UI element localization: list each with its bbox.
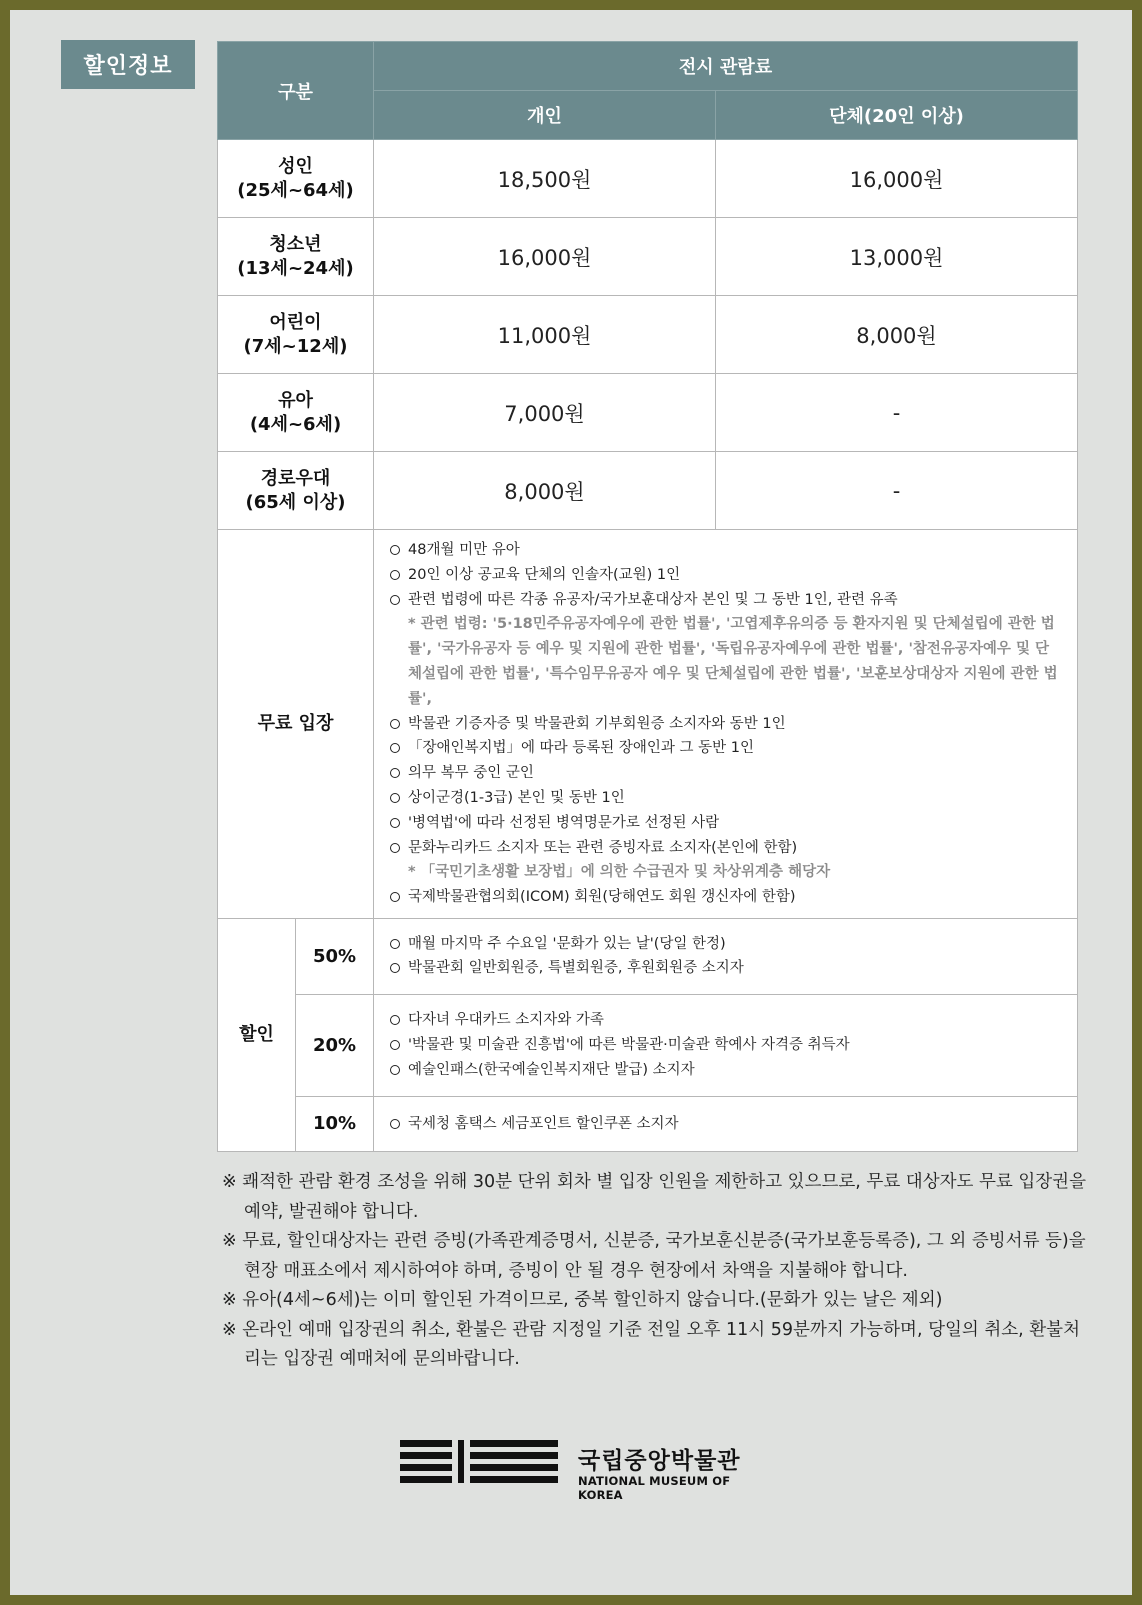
circle-bullet-icon — [390, 595, 400, 605]
list-item — [390, 712, 1063, 737]
row-category — [218, 374, 374, 452]
footnote: ※ 쾌적한 관람 환경 조성을 위해 30분 단위 회차 별 입장 인원을 제한하고 있으므로, 무료 대상자도 무료 입장권을 예약, 발권해야 합니다. — [222, 1172, 1086, 1222]
list-item — [390, 932, 1063, 957]
table-row — [218, 374, 1078, 452]
row-name: 경로우대 — [260, 467, 331, 489]
list-item — [390, 786, 1063, 811]
list-item — [390, 538, 1063, 563]
list-item-text: 의무 복무 중인 군인 — [408, 765, 534, 782]
circle-bullet-icon — [390, 1015, 400, 1025]
price-individual: 7,000원 — [374, 374, 716, 452]
price-group: 8,000원 — [716, 296, 1078, 374]
price-individual: 8,000원 — [374, 452, 716, 530]
footnote: ※ 온라인 예매 입장권의 취소, 환불은 관람 지정일 기준 전일 오후 11시 59분까지 가능하며, 당일의 취소, 환불처리는 입장권 예매처에 문의바랍니다. — [222, 1319, 1080, 1369]
list-item-text: 문화누리카드 소지자 또는 관련 증빙자료 소지자(본인에 한함) — [408, 839, 798, 856]
discount-pct: 50% — [296, 918, 374, 994]
list-item — [390, 811, 1063, 836]
list-item-text: 48개월 미만 유아 — [408, 542, 520, 558]
price-group: 13,000원 — [716, 218, 1078, 296]
row-category — [218, 296, 374, 374]
circle-bullet-icon — [390, 963, 400, 973]
row-name: 어린이 — [269, 311, 322, 333]
list-item-text: 관련 법령에 따른 각종 유공자/국가보훈대상자 본인 및 그 동반 1인, 관련 유족 — [408, 591, 898, 608]
list-item-text: 「장애인복지법」에 따라 등록된 장애인과 그 동반 1인 — [408, 740, 755, 757]
table-row — [218, 218, 1078, 296]
row-age: (7세~12세) — [243, 335, 348, 357]
header-category: 구분 — [218, 42, 374, 140]
list-item — [390, 956, 1063, 981]
discount-row-50 — [218, 918, 1078, 994]
header-fee: 전시 관람료 — [374, 42, 1078, 91]
discount-pct: 20% — [296, 994, 374, 1096]
circle-bullet-icon — [390, 743, 400, 753]
list-item — [390, 1112, 1063, 1137]
row-category — [218, 140, 374, 218]
list-item-text: 20인 이상 공교육 단체의 인솔자(교원) 1인 — [408, 566, 681, 583]
list-item — [390, 588, 1063, 613]
row-name: 청소년 — [269, 233, 322, 255]
discount-list — [374, 994, 1078, 1096]
discount-list — [374, 1096, 1078, 1151]
list-item — [390, 885, 1063, 910]
discount-list — [374, 918, 1078, 994]
row-name: 유아 — [278, 389, 313, 411]
list-item — [390, 736, 1063, 761]
price-group: 16,000원 — [716, 140, 1078, 218]
free-label: 무료 입장 — [218, 530, 374, 919]
law-note: * 관련 법령: '5·18민주유공자예우에 관한 법률', '고엽제후유의증 등 환자지원 및 단체설립에 관한 법률', '국가유공자 등 예우 및 지원에 관한 법률', '독립유공자예우에 관한 법률', '참전유공자예우 및 단체설립에 관한 법률', '특수임무유공자 예우 및 단체설립에 관한 법률', '보훈보상대상자 지원에 관한 법률', — [408, 616, 1058, 707]
list-item — [390, 1033, 1063, 1058]
list-item — [390, 1008, 1063, 1033]
list-item-text: '병역법'에 따라 선정된 병역명문가로 선정된 사람 — [408, 814, 720, 831]
table-row — [218, 140, 1078, 218]
circle-bullet-icon — [390, 843, 400, 853]
free-list — [374, 530, 1078, 919]
list-item — [390, 1058, 1063, 1083]
list-item — [390, 563, 1063, 588]
price-individual: 11,000원 — [374, 296, 716, 374]
footnotes — [222, 1168, 1092, 1375]
circle-bullet-icon — [390, 939, 400, 949]
row-age: (4세~6세) — [249, 413, 342, 435]
footnote: ※ 무료, 할인대상자는 관련 증빙(가족관계증명서, 신분증, 국가보훈신분증(국가보훈등록증), 그 외 증빙서류 등)을 현장 매표소에서 제시하여야 하며, 증빙이 안 될 경우 현장에서 차액을 지불해야 합니다. — [222, 1231, 1086, 1281]
list-item-text: '박물관 및 미술관 진흥법'에 따른 박물관·미술관 학예사 자격증 취득자 — [408, 1037, 850, 1054]
museum-logo-icon — [400, 1440, 560, 1484]
table-row — [218, 452, 1078, 530]
table-row — [218, 296, 1078, 374]
discount-row-10 — [218, 1096, 1078, 1151]
list-item-text: 상이군경(1-3급) 본인 및 동반 1인 — [408, 789, 625, 806]
price-individual: 18,500원 — [374, 140, 716, 218]
discount-label: 할인 — [218, 918, 296, 1151]
discount-row-20 — [218, 994, 1078, 1096]
list-item-text: 국제박물관협의회(ICOM) 회원(당해연도 회원 갱신자에 한함) — [408, 889, 796, 906]
circle-bullet-icon — [390, 545, 400, 555]
circle-bullet-icon — [390, 719, 400, 729]
list-item-text: 박물관회 일반회원증, 특별회원증, 후원회원증 소지자 — [408, 960, 744, 977]
museum-logo — [400, 1440, 760, 1502]
footnote: ※ 유아(4세~6세)는 이미 할인된 가격이므로, 중복 할인하지 않습니다.(문화가 있는 날은 제외) — [222, 1290, 943, 1310]
free-admission-row — [218, 530, 1078, 919]
price-group: - — [716, 374, 1078, 452]
page — [10, 10, 1132, 1595]
circle-bullet-icon — [390, 1119, 400, 1129]
price-individual: 16,000원 — [374, 218, 716, 296]
row-age: (25세~64세) — [237, 179, 354, 201]
circle-bullet-icon — [390, 892, 400, 902]
row-age: (13세~24세) — [237, 257, 354, 279]
list-item-text: 국세청 홈택스 세금포인트 할인쿠폰 소지자 — [408, 1115, 679, 1132]
circle-bullet-icon — [390, 1065, 400, 1075]
row-category — [218, 218, 374, 296]
logo-text-en: NATIONAL MUSEUM OF KOREA — [578, 1474, 731, 1502]
price-group: - — [716, 452, 1078, 530]
section-label: 할인정보 — [61, 40, 195, 89]
row-category — [218, 452, 374, 530]
discount-pct: 10% — [296, 1096, 374, 1151]
circle-bullet-icon — [390, 570, 400, 580]
list-item — [390, 761, 1063, 786]
row-name: 성인 — [278, 155, 313, 177]
list-item-text: 박물관 기증자증 및 박물관회 기부회원증 소지자와 동반 1인 — [408, 715, 786, 732]
fee-table — [217, 41, 1078, 1152]
circle-bullet-icon — [390, 768, 400, 778]
culture-note: * 「국민기초생활 보장법」에 의한 수급권자 및 차상위계층 해당자 — [408, 864, 831, 881]
logo-text-ko: 국립중앙박물관 — [578, 1448, 741, 1474]
list-item-text: 매월 마지막 주 수요일 '문화가 있는 날'(당일 한정) — [408, 935, 726, 952]
circle-bullet-icon — [390, 818, 400, 828]
header-individual: 개인 — [374, 91, 716, 140]
header-group: 단체(20인 이상) — [716, 91, 1078, 140]
circle-bullet-icon — [390, 793, 400, 803]
list-item-text: 다자녀 우대카드 소지자와 가족 — [408, 1012, 604, 1029]
list-item-text: 예술인패스(한국예술인복지재단 발급) 소지자 — [408, 1061, 695, 1078]
circle-bullet-icon — [390, 1040, 400, 1050]
list-item — [390, 836, 1063, 861]
row-age: (65세 이상) — [245, 491, 346, 513]
